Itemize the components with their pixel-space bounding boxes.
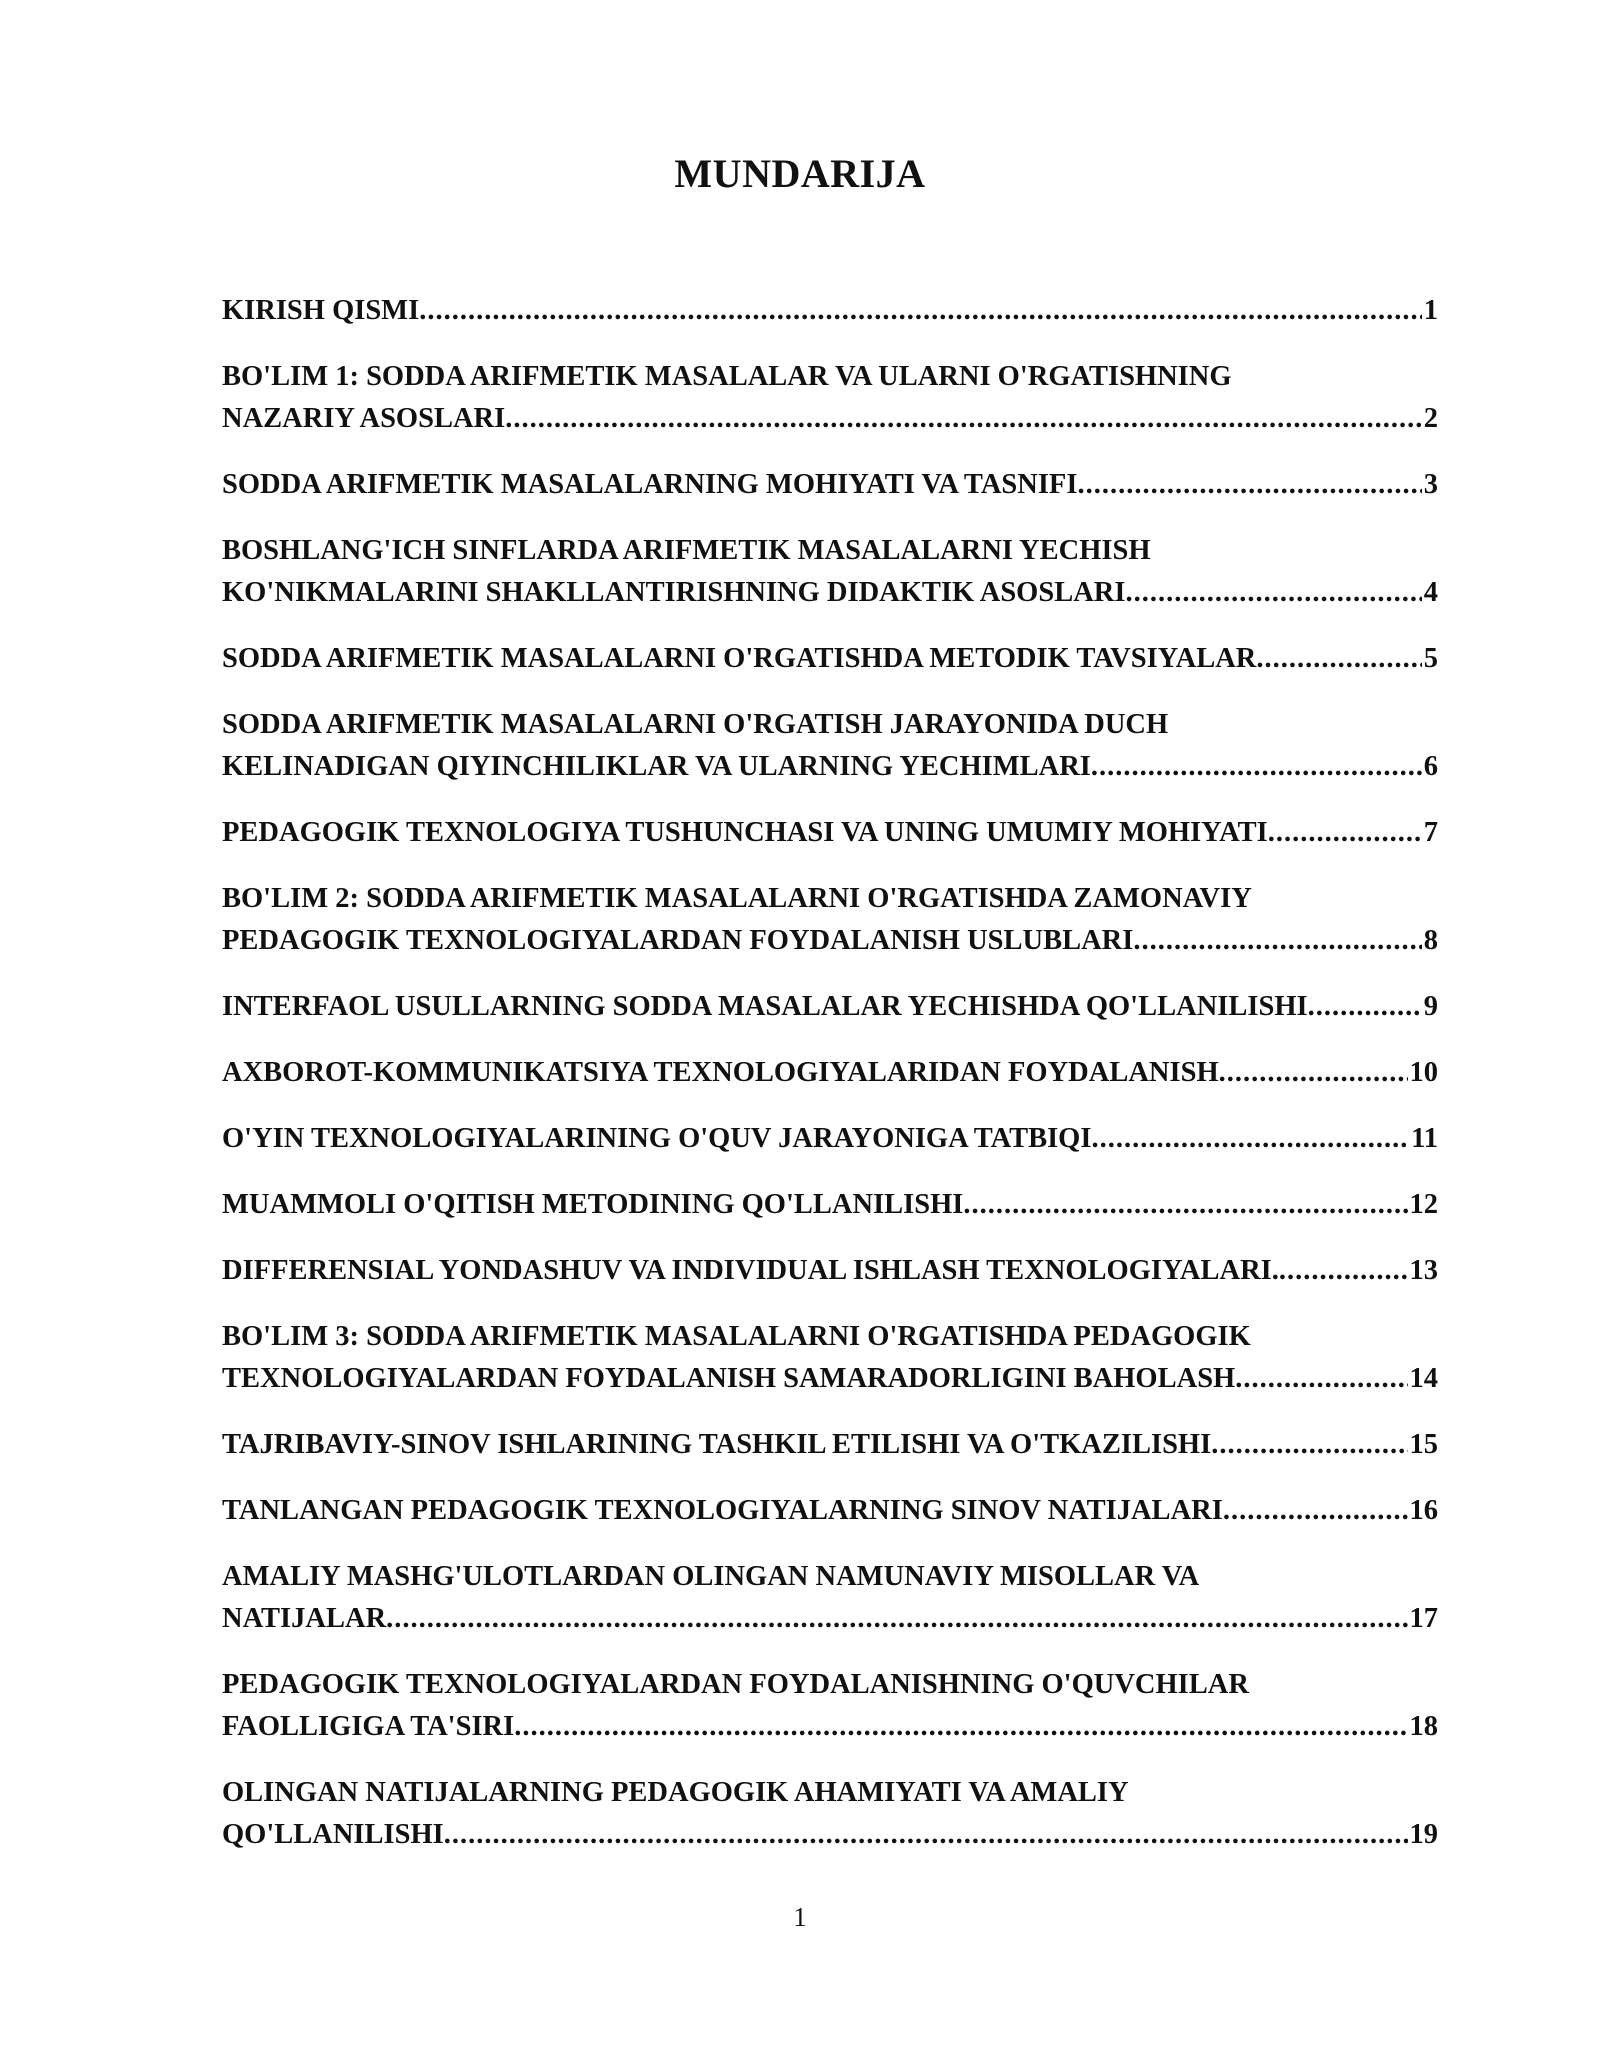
dot-leader (1091, 746, 1422, 788)
toc-entry-title: AXBOROT-KOMMUNIKATSIYA TEXNOLOGIYALARIDAN FOYDALANISH (222, 1057, 1219, 1088)
toc-entry-page-number: 17 (1409, 1603, 1438, 1634)
toc-entry-page-number: 19 (1409, 1819, 1438, 1850)
toc-entry-title: NAZARIY ASOSLARI (222, 403, 506, 434)
toc-entry-page-number: 6 (1423, 751, 1438, 782)
toc-entry-line (222, 398, 1438, 440)
toc-entry-title-line: BO'LIM 2: SODDA ARIFMETIK MASALALARNI O'RGATISHDA ZAMONAVIY (222, 883, 1252, 914)
toc-entry[interactable] (222, 1118, 1438, 1160)
toc-entry-line (222, 638, 1438, 680)
toc-entry-page-number: 18 (1409, 1711, 1438, 1742)
toc-entry-line (222, 986, 1438, 1028)
toc-entry-title: MUAMMOLI O'QITISH METODINING QO'LLANILISHI (222, 1189, 964, 1220)
toc-entry[interactable] (222, 812, 1438, 854)
toc-entry-line (222, 746, 1438, 788)
dot-leader (1223, 1490, 1408, 1532)
toc-entry-title-line: BO'LIM 1: SODDA ARIFMETIK MASALALAR VA ULARNI O'RGATISHNING (222, 361, 1232, 392)
toc-entry[interactable] (222, 1250, 1438, 1292)
toc-entry-title-line: OLINGAN NATIJALARNING PEDAGOGIK AHAMIYATI VA AMALIY (222, 1777, 1129, 1808)
toc-entry[interactable] (222, 1664, 1438, 1748)
dot-leader (1125, 572, 1421, 614)
toc-entry-line (222, 290, 1438, 332)
toc-entry-line (222, 1598, 1438, 1640)
toc-entry-title: INTERFAOL USULLARNING SODDA MASALALAR YECHISHDA QO'LLANILISHI (222, 991, 1308, 1022)
toc-entry-line (222, 920, 1438, 962)
toc-entry-title: FAOLLIGIGA TA'SIRI (222, 1711, 515, 1742)
toc-entry-line (222, 1184, 1438, 1226)
toc-entry[interactable] (222, 530, 1438, 614)
toc-entry-title: KELINADIGAN QIYINCHILIKLAR VA ULARNING YECHIMLARI (222, 751, 1091, 782)
dot-leader (1256, 638, 1421, 680)
toc-entry-line (222, 1250, 1438, 1292)
dot-leader (1091, 1118, 1409, 1160)
toc-entry[interactable] (222, 290, 1438, 332)
toc-entry-line (222, 464, 1438, 506)
dot-leader (444, 1814, 1408, 1856)
toc-entry-title: TEXNOLOGIYALARDAN FOYDALANISH SAMARADORLIGINI BAHOLASH (222, 1363, 1236, 1394)
toc-entry-page-number: 8 (1423, 925, 1438, 956)
toc-entry-line (222, 1706, 1438, 1748)
toc-entry-title: QO'LLANILISHI (222, 1819, 444, 1850)
dot-leader (963, 1184, 1407, 1226)
toc-entry-page-number: 9 (1423, 991, 1438, 1022)
toc-entry-title: DIFFERENSIAL YONDASHUV VA INDIVIDUAL ISHLASH TEXNOLOGIYALARI. (222, 1255, 1279, 1286)
toc-entry-title: O'YIN TEXNOLOGIYALARINING O'QUV JARAYONIGA TATBIQI (222, 1123, 1092, 1154)
dot-leader (1308, 986, 1422, 1028)
dot-leader (386, 1598, 1407, 1640)
toc-entry-page-number: 13 (1409, 1255, 1438, 1286)
toc-entry[interactable] (222, 356, 1438, 440)
toc-entry-title: KO'NIKMALARINI SHAKLLANTIRISHNING DIDAKTIK ASOSLARI (222, 577, 1126, 608)
toc-entry-title: KIRISH QISMI (222, 295, 420, 326)
toc-entry-title-line: SODDA ARIFMETIK MASALALARNI O'RGATISH JARAYONIDA DUCH (222, 709, 1169, 740)
toc-entry-line (222, 1814, 1438, 1856)
toc-entry-page-number: 2 (1423, 403, 1438, 434)
dot-leader (505, 398, 1422, 440)
toc-entry[interactable] (222, 638, 1438, 680)
toc-entry-title-line: PEDAGOGIK TEXNOLOGIYALARDAN FOYDALANISHNING O'QUVCHILAR (222, 1669, 1249, 1700)
toc-entry-page-number: 11 (1411, 1123, 1438, 1154)
dot-leader (419, 290, 1422, 332)
toc-entry-page-number: 12 (1409, 1189, 1438, 1220)
toc-entry-line (222, 572, 1438, 614)
toc-entry-page-number: 14 (1409, 1363, 1438, 1394)
toc-entry-title: TAJRIBAVIY-SINOV ISHLARINING TASHKIL ETILISHI VA O'TKAZILISHI (222, 1429, 1212, 1460)
toc-entry-line (222, 1118, 1438, 1160)
dot-leader (1133, 920, 1421, 962)
toc-entry-title-line: BO'LIM 3: SODDA ARIFMETIK MASALALARNI O'RGATISHDA PEDAGOGIK (222, 1321, 1251, 1352)
toc-entry-page-number: 1 (1423, 295, 1438, 326)
toc-entry[interactable] (222, 1556, 1438, 1640)
toc-entry-title: PEDAGOGIK TEXNOLOGIYA TUSHUNCHASI VA UNING UMUMIY MOHIYATI (222, 817, 1268, 848)
page-number: 1 (793, 1902, 807, 1932)
toc-entry[interactable] (222, 1052, 1438, 1094)
dot-leader (1279, 1250, 1408, 1292)
toc-entry[interactable] (222, 464, 1438, 506)
dot-leader (1219, 1052, 1408, 1094)
toc-entry-title: SODDA ARIFMETIK MASALALARNI O'RGATISHDA METODIK TAVSIYALAR (222, 643, 1257, 674)
toc-entry-line (222, 812, 1438, 854)
toc-entry-title-line: AMALIY MASHG'ULOTLARDAN OLINGAN NAMUNAVIY MISOLLAR VA (222, 1561, 1200, 1592)
toc-entry[interactable] (222, 986, 1438, 1028)
toc-entry-title: TANLANGAN PEDAGOGIK TEXNOLOGIYALARNING SINOV NATIJALARI (222, 1495, 1223, 1526)
dot-leader (1211, 1424, 1407, 1466)
toc-entry-page-number: 7 (1423, 817, 1438, 848)
toc-entry[interactable] (222, 878, 1438, 962)
toc-entry-page-number: 10 (1409, 1057, 1438, 1088)
page-title: MUNDARIJA (674, 151, 926, 196)
toc-entry-line (222, 1052, 1438, 1094)
dot-leader (1077, 464, 1421, 506)
toc-entry[interactable] (222, 704, 1438, 788)
toc-entry-title: NATIJALAR (222, 1603, 387, 1634)
toc-entry-line (222, 1358, 1438, 1400)
toc-entry[interactable] (222, 1184, 1438, 1226)
toc-entry-title: SODDA ARIFMETIK MASALALARNING MOHIYATI VA TASNIFI (222, 469, 1078, 500)
toc-entry[interactable] (222, 1772, 1438, 1856)
toc-entry-title-line: BOSHLANG'ICH SINFLARDA ARIFMETIK MASALALARNI YECHISH (222, 535, 1151, 566)
toc-entry[interactable] (222, 1424, 1438, 1466)
dot-leader (1235, 1358, 1407, 1400)
toc-entry-page-number: 5 (1423, 643, 1438, 674)
table-of-contents (222, 290, 1438, 1880)
toc-entry-page-number: 15 (1409, 1429, 1438, 1460)
toc-entry[interactable] (222, 1316, 1438, 1400)
toc-entry-line (222, 1490, 1438, 1532)
toc-entry[interactable] (222, 1490, 1438, 1532)
toc-entry-title: PEDAGOGIK TEXNOLOGIYALARDAN FOYDALANISH USLUBLARI (222, 925, 1134, 956)
dot-leader (514, 1706, 1407, 1748)
toc-entry-page-number: 4 (1423, 577, 1438, 608)
toc-entry-line (222, 1424, 1438, 1466)
toc-entry-page-number: 16 (1409, 1495, 1438, 1526)
toc-entry-page-number: 3 (1423, 469, 1438, 500)
dot-leader (1268, 812, 1422, 854)
